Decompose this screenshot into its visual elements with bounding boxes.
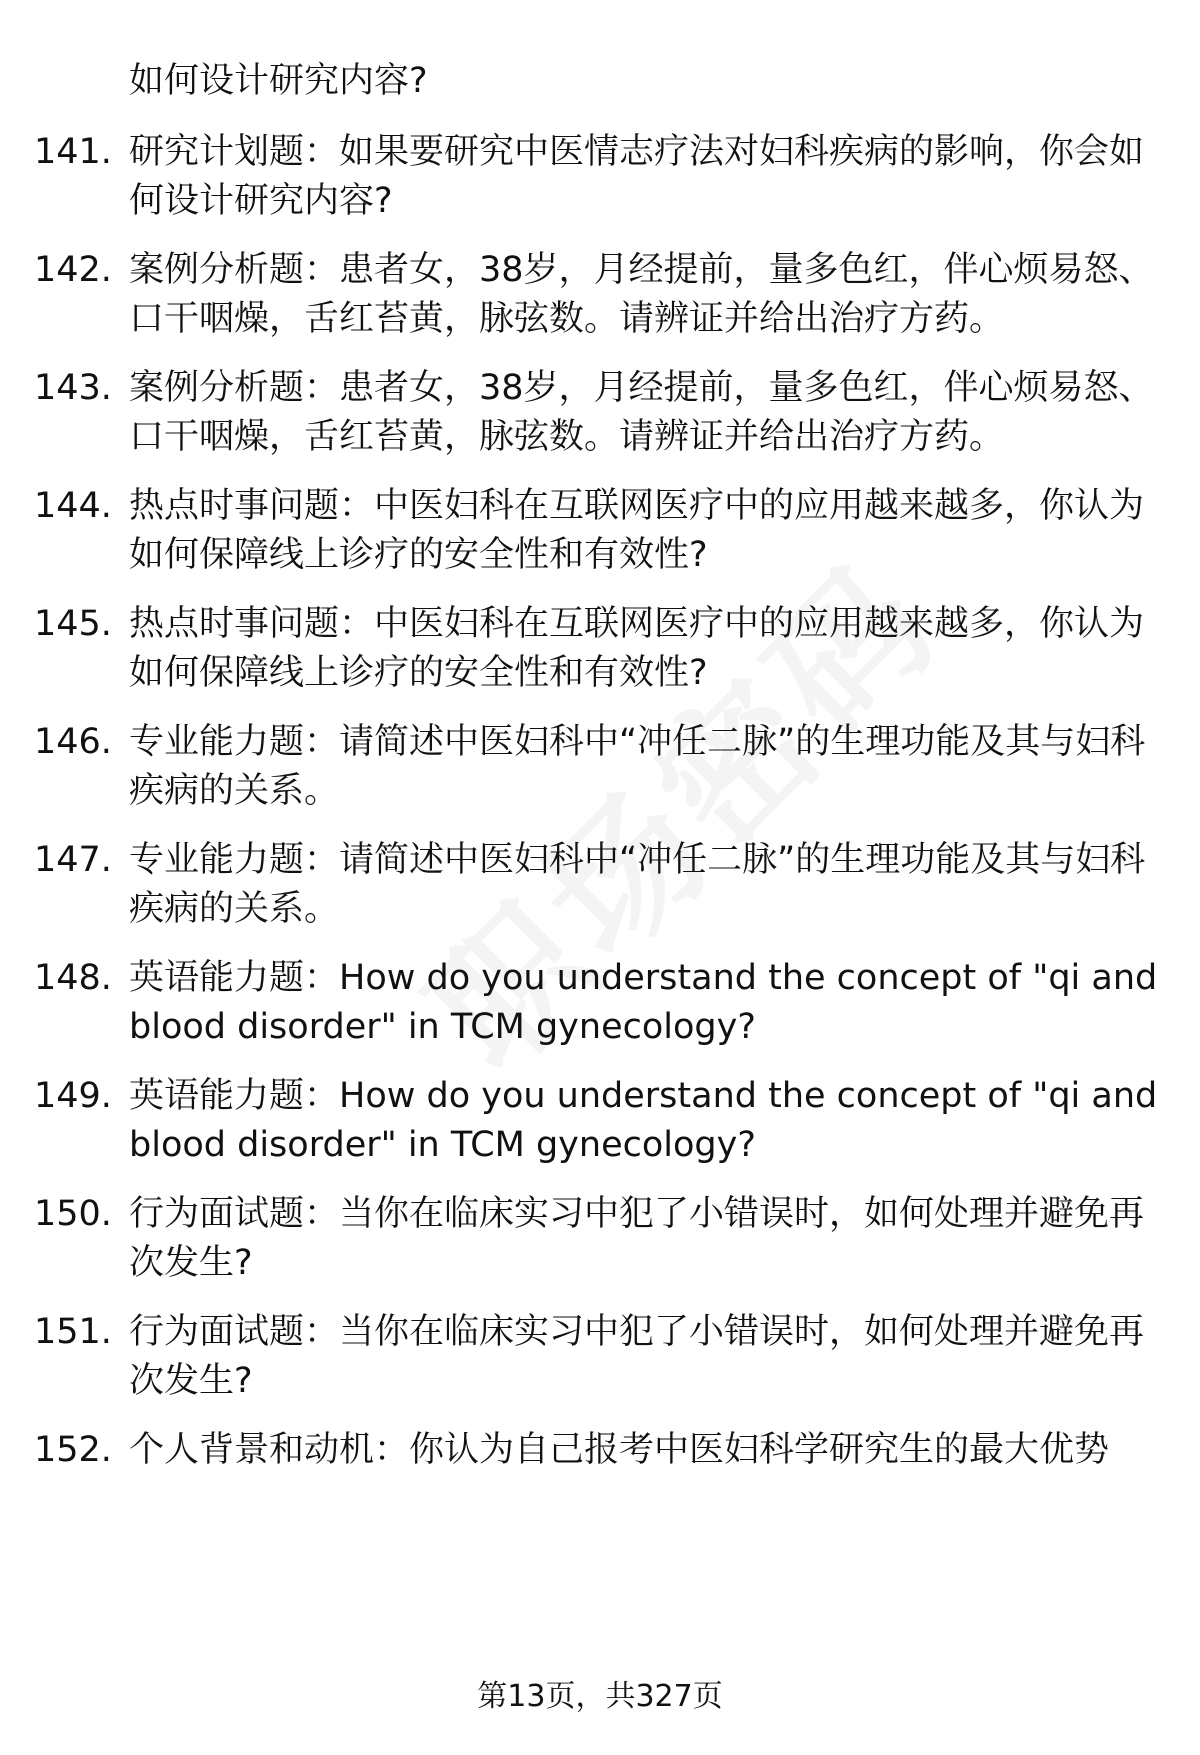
item-number: 147.	[34, 840, 112, 880]
item-number: 142.	[34, 250, 112, 290]
item-text: 研究计划题：如果要研究中医情志疗法对妇科疾病的影响，你会如何设计研究内容?	[129, 132, 1145, 221]
list-item	[34, 246, 1169, 344]
list-item	[34, 1072, 1169, 1170]
item-text: 热点时事问题：中医妇科在互联网医疗中的应用越来越多，你认为如何保障线上诊疗的安全性和有效性?	[129, 486, 1145, 575]
list-item	[34, 718, 1169, 816]
item-text: 热点时事问题：中医妇科在互联网医疗中的应用越来越多，你认为如何保障线上诊疗的安全性和有效性?	[129, 604, 1145, 693]
list-item	[34, 954, 1169, 1052]
item-text: 英语能力题：How do you understand the concept of "qi and blood disorder" in TCM gynecology?	[129, 1076, 1158, 1165]
item-number: 148.	[34, 958, 112, 998]
item-number: 152.	[34, 1430, 112, 1470]
item-text: 如何设计研究内容?	[129, 61, 428, 101]
item-text: 专业能力题：请简述中医妇科中“冲任二脉”的生理功能及其与妇科疾病的关系。	[129, 840, 1146, 929]
item-text: 专业能力题：请简述中医妇科中“冲任二脉”的生理功能及其与妇科疾病的关系。	[129, 722, 1146, 811]
list-item	[34, 1426, 1169, 1475]
item-text: 行为面试题：当你在临床实习中犯了小错误时，如何处理并避免再次发生?	[129, 1312, 1145, 1401]
item-text: 英语能力题：How do you understand the concept of "qi and blood disorder" in TCM gynecology?	[129, 958, 1158, 1047]
list-item	[34, 1190, 1169, 1288]
item-number: 151.	[34, 1312, 112, 1352]
list-item	[34, 364, 1169, 462]
item-number: 150.	[34, 1194, 112, 1234]
page-footer: 第13页，共327页	[477, 1679, 723, 1714]
list-item	[34, 600, 1169, 698]
item-number: 149.	[34, 1076, 112, 1116]
list-item	[34, 836, 1169, 934]
item-number: 141.	[34, 132, 112, 172]
item-number: 145.	[34, 604, 112, 644]
item-number: 143.	[34, 368, 112, 408]
item-number: 146.	[34, 722, 112, 762]
list-item	[34, 128, 1169, 226]
item-number: 144.	[34, 486, 112, 526]
item-text: 案例分析题：患者女，38岁，月经提前，量多色红，伴心烦易怒、口干咽燥，舌红苔黄，脉弦数。请辨证并给出治疗方药。	[129, 368, 1154, 457]
list-item	[34, 482, 1169, 580]
item-text: 案例分析题：患者女，38岁，月经提前，量多色红，伴心烦易怒、口干咽燥，舌红苔黄，脉弦数。请辨证并给出治疗方药。	[129, 250, 1154, 339]
list-item	[34, 57, 1169, 106]
item-text: 个人背景和动机：你认为自己报考中医妇科学研究生的最大优势	[129, 1430, 1110, 1470]
list-item	[34, 1308, 1169, 1406]
item-text: 行为面试题：当你在临床实习中犯了小错误时，如何处理并避免再次发生?	[129, 1194, 1145, 1283]
